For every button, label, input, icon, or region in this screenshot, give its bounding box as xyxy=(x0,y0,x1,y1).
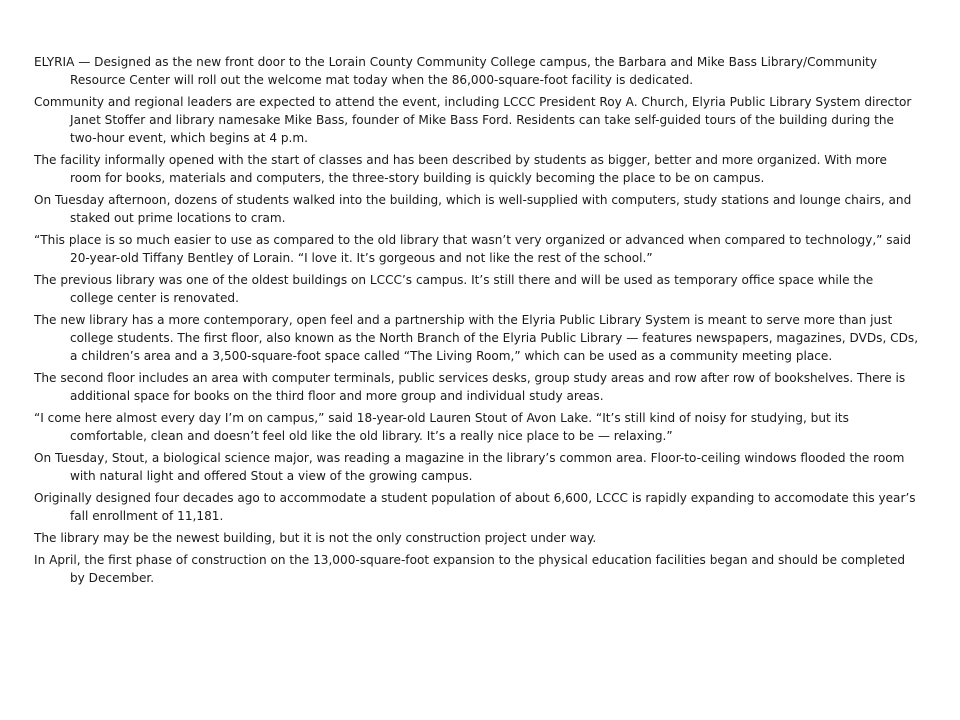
paragraph-construction: The library may be the newest building, but it is not the only construction project under way. xyxy=(34,531,597,545)
paragraph-leaders: Community and regional leaders are expected to attend the event, including LCCC President Roy A. Church, Elyria Public Library System director Janet Stoffer and library namesake Mike Bass, founder of Mike Bass Ford. Residents can take self-guided tours of the building during the two-hour event, which begins at 4 p.m. xyxy=(34,95,912,145)
paragraph-dedication: ELYRIA — Designed as the new front door to the Lorain County Community College campus, the Barbara and Mike Bass Library/Community Resource Center will roll out the welcome mat today when the 86,000-square-foot facility is dedicated. xyxy=(34,55,878,87)
paragraph-bentley-quote: “This place is so much easier to use as compared to the old library that wasn’t very organized or advanced when compared to technology,” said 20-year-old Tiffany Bentley of Lorain. “I love it. It’s gorgeous and not like the rest of the school.” xyxy=(34,233,912,265)
paragraph-previous-library: The previous library was one of the oldest buildings on LCCC’s campus. It’s still there and will be used as temporary office space while the college center is renovated. xyxy=(34,273,874,305)
article-body xyxy=(34,53,920,591)
paragraph-second-floor: The second floor includes an area with computer terminals, public services desks, group study areas and row after row of bookshelves. There is additional space for books on the third floor and more group and individual study areas. xyxy=(34,371,906,403)
paragraph-phys-ed-expansion: In April, the first phase of construction on the 13,000-square-foot expansion to the physical education facilities began and should be completed by December. xyxy=(34,553,906,585)
paragraph-informal-opening: The facility informally opened with the start of classes and has been described by students as bigger, better and more organized. With more room for books, materials and computers, the three-story building is quickly becoming the place to be on campus. xyxy=(34,153,887,185)
paragraph-first-floor: The new library has a more contemporary, open feel and a partnership with the Elyria Public Library System is meant to serve more than just college students. The first floor, also known as the North Branch of the Elyria Public Library — features newspapers, magazines, DVDs, CDs, a children’s area and a 3,500-square-foot space called “The Living Room,” which can be used as a community meeting place. xyxy=(34,313,919,363)
paragraph-stout-reading: On Tuesday, Stout, a biological science major, was reading a magazine in the library’s common area. Floor-to-ceiling windows flooded the room with natural light and offered Stout a view of the growing campus. xyxy=(34,451,905,483)
paragraph-enrollment: Originally designed four decades ago to accommodate a student population of about 6,600, LCCC is rapidly expanding to accomodate this year’s fall enrollment of 11,181. xyxy=(34,491,916,523)
paragraph-stout-quote: “I come here almost every day I’m on campus,” said 18-year-old Lauren Stout of Avon Lake. “It’s still kind of noisy for studying, but its comfortable, clean and doesn’t feel old like the old library. It’s a really nice place to be — relaxing.” xyxy=(34,411,849,443)
paragraph-tuesday-students: On Tuesday afternoon, dozens of students walked into the building, which is well-supplied with computers, study stations and lounge chairs, and staked out prime locations to cram. xyxy=(34,193,912,225)
